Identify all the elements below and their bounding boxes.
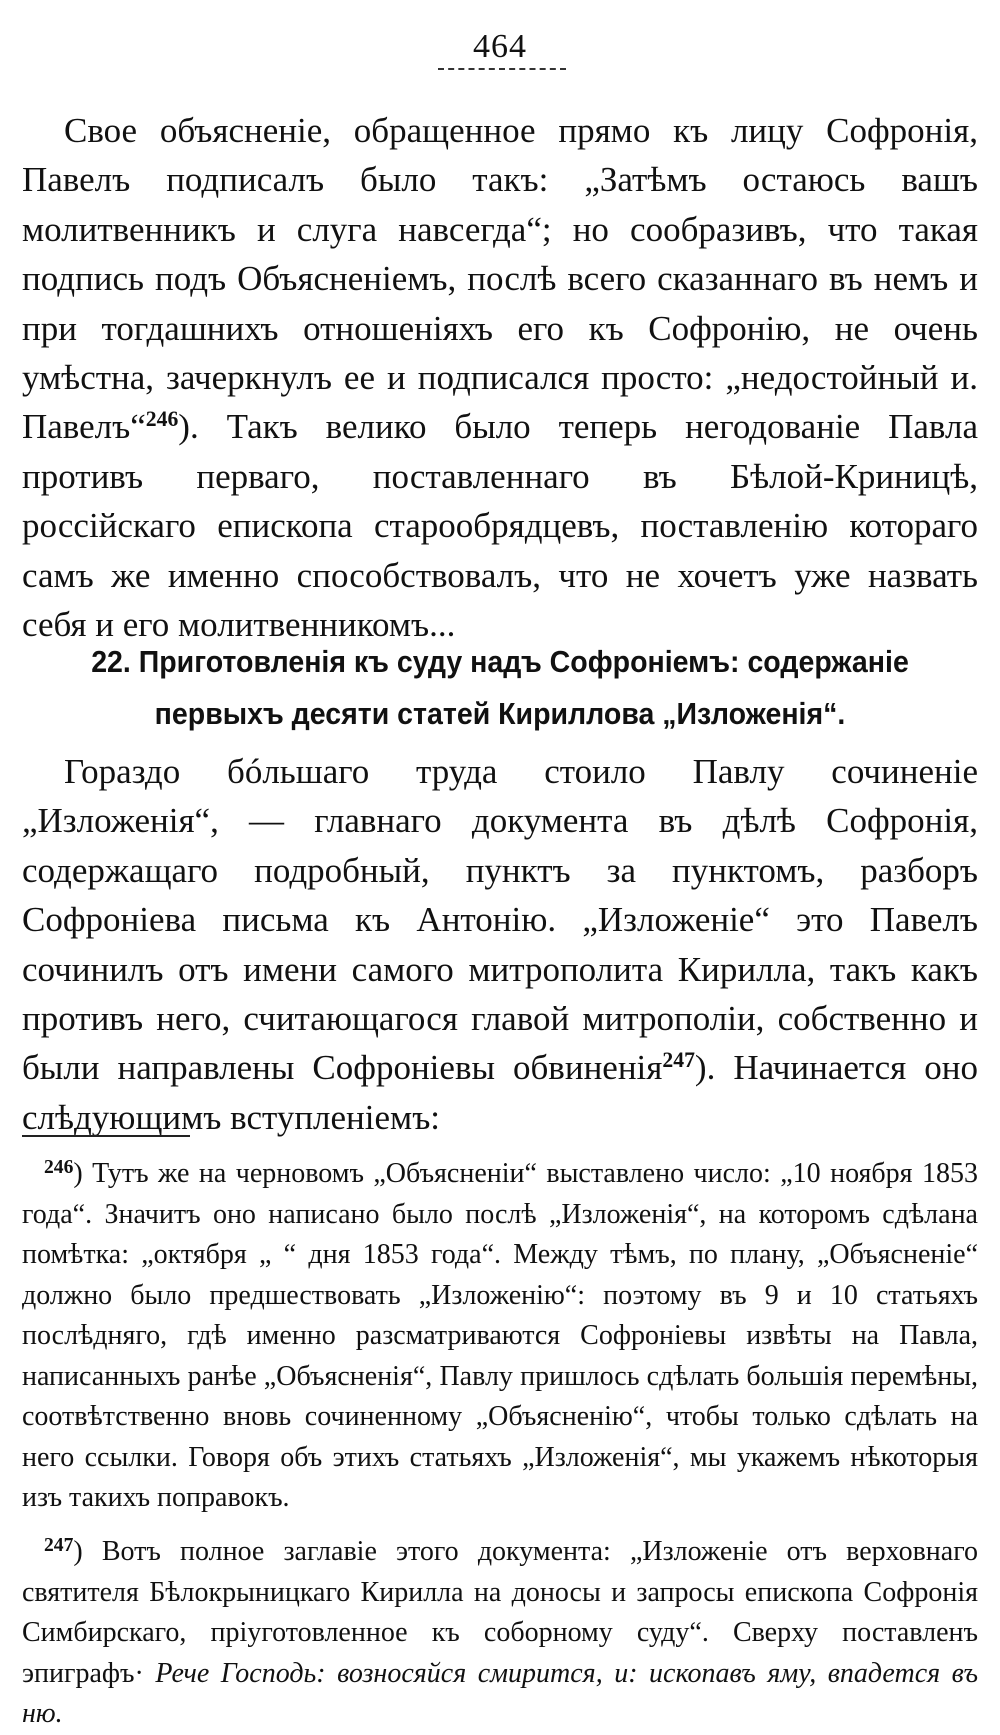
footnote-separator bbox=[22, 1135, 190, 1137]
footnote-247 bbox=[22, 1532, 978, 1735]
paragraph-2-text-b: ). Начинается оно слѣдующимъ вступленіемъ: bbox=[22, 1048, 978, 1137]
footnote-246 bbox=[22, 1154, 978, 1519]
footnote-247-marker: 247 bbox=[44, 1535, 74, 1557]
page-number: 464 bbox=[473, 28, 527, 65]
paragraph-1-text-b: ). Такъ велико было теперь негодованіе Павла противъ перваго, поставленнаго въ Бѣлой-Криницѣ, россійскаго епископа старообрядцевъ, поставленію котораго самъ же именно способствовалъ, что не хочетъ уже назвать себя и его молитвенникомъ... bbox=[22, 407, 978, 645]
section-heading bbox=[40, 636, 960, 740]
footnote-247-epigraph: Рече Господь: возносяйся смирится, и: ископавъ яму, впадется въ ню. bbox=[22, 1657, 978, 1729]
paragraph-1-text-a: Свое объясненіе, обращенное прямо къ лицу Софронія, Павелъ подписалъ было такъ: „Затѣмъ остаюсь вашъ молитвенникъ и слуга навсегда“; но сообразивъ, что такая подпись подъ Объясненіемъ, послѣ всего сказаннаго въ немъ и при тогдашнихъ отношеніяхъ его къ Софронію, не очень умѣстна, зачеркнулъ ее и подписался просто: „недостойный и. Павелъ“ bbox=[22, 111, 978, 447]
footnote-247-text: ) Вотъ полное заглавіе этого документа: „Изложеніе отъ верховнаго святителя Бѣлокрыницкаго Кирилла на доносы и запросы епископа Софронія Симбирскаго, пріуготовленное къ соборному суду“. Сверху поставленъ эпиграфъ· bbox=[22, 1536, 978, 1689]
paragraph-2 bbox=[22, 747, 978, 1142]
footnote-ref-247[interactable]: 247 bbox=[662, 1048, 695, 1073]
footnote-ref-246[interactable]: 246 bbox=[145, 407, 179, 432]
footnote-246-marker: 246 bbox=[44, 1157, 74, 1179]
paragraph-1 bbox=[22, 106, 978, 649]
footnote-246-text: ) Тутъ же на черновомъ „Объясненіи“ выставлено число: „10 ноября 1853 года“. Значитъ оно написано было послѣ „Изложенія“, на которомъ сдѣлана помѣтка: „октября „ “ дня 1853 года“. Между тѣмъ, по плану, „Объясненіе“ должно было предшествовать „Изложенію“: поэтому въ 9 и 10 статьяхъ послѣдняго, гдѣ именно разсматриваются Софроніевы извѣты на Павла, написанныхъ ранѣе „Объясненія“, Павлу пришлось сдѣлать большія перемѣны, соотвѣтственно вновь сочиненному „Объясненію“, чтобы только сдѣлать на него ссылки. Говоря объ этихъ статьяхъ „Изложенія“, мы укажемъ нѣкоторыя изъ такихъ поправокъ. bbox=[22, 1158, 978, 1513]
page-number-rule bbox=[438, 68, 566, 70]
paragraph-2-text-a: Гораздо бóльшаго труда стоило Павлу сочиненіе „Изложенія“, — главнаго документа въ дѣлѣ Софронія, содержащаго подробный, пунктъ за пунктомъ, разборъ Софроніева письма къ Антонію. „Изложеніе“ это Павелъ сочинилъ отъ имени самого митрополита Кирилла, такъ какъ противъ него, считающагося главой митрополіи, собственно и были направлены Софроніевы обвиненія bbox=[22, 752, 978, 1088]
section-heading-line-1: 22. Приготовленія къ суду надъ Софроніемъ: содержаніе bbox=[91, 644, 909, 679]
section-heading-line-2: первыхъ десяти статей Кириллова „Изложенія“. bbox=[154, 696, 846, 731]
